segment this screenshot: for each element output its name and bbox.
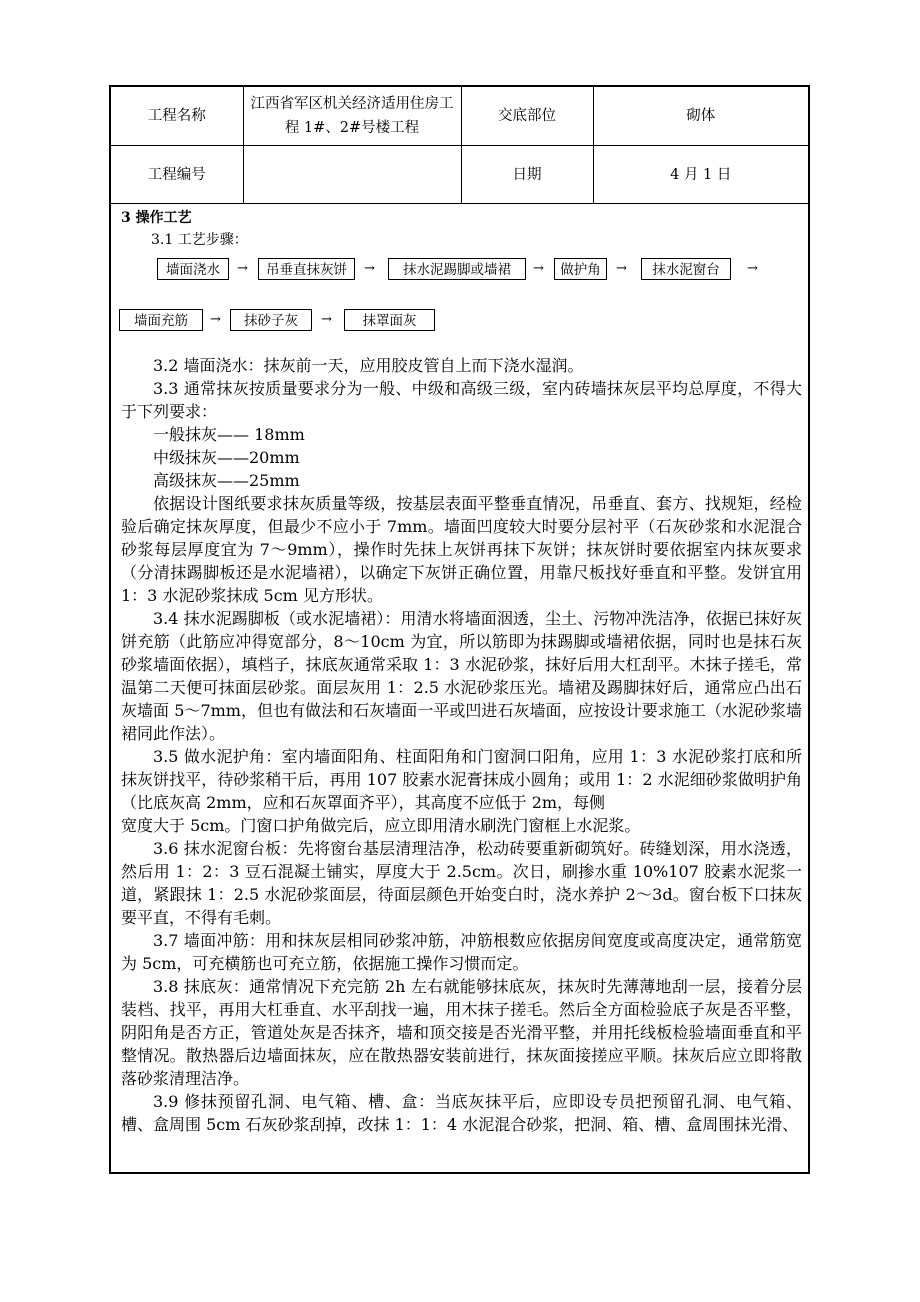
paragraph-3-4: 3.4 抹水泥踢脚板（或水泥墙裙）：用清水将墙面洇透，尘土、污物冲洗洁净，依据已抹好灰饼充筋（此筋应冲得宽部分，8～10cm 为宜，所以筋即为抹踢脚或墙裙依据，同时也是抹石灰砂浆墙面依据），填档子，抹底灰通常采取 1：3 水泥砂浆，抹好后用大杠刮平。木抹子搓毛，常温第二天便可抹面层砂浆。面层灰用 1：2.5 水泥砂浆压光。墙裙及踢脚抹好后，通常应凸出石灰墙面 5～7mm，但也有做法和石灰墙面一平或凹进石灰墙面，应按设计要求施工（水泥砂浆墙裙同此作法）。 [121,609,802,743]
flow-step-2: 吊垂直抹灰饼 [258,258,355,280]
project-no-value [243,146,461,204]
project-no-label: 工程编号 [111,146,243,204]
section-title: 3 操作工艺 [121,210,192,226]
process-content [121,353,802,1135]
project-name-value: 江西省军区机关经济适用住房工程 1#、2#号楼工程 [243,87,461,146]
flow-step-8: 抹罩面灰 [344,309,435,331]
flow-step-6: 墙面充筋 [119,309,203,331]
paragraph-3-5: 3.5 做水泥护角：室内墙面阳角、柱面阳角和门窗洞口阳角，应用 1：3 水泥砂浆打底和所抹灰饼找平，待砂浆稍干后，再用 107 胶素水泥膏抹成小圆角；或用 1：2 水泥细砂浆做明护角（比底灰高 2mm，应和石灰罩面齐平），其高度不应低于 2m，每侧 [121,747,802,812]
flow-step-7: 抹砂子灰 [230,309,312,331]
flow-arrow: → [210,312,221,327]
flow-arrow: → [237,261,248,276]
paragraph-3-8: 3.8 抹底灰：通常情况下充完筋 2h 左右就能够抹底灰，抹灰时先薄薄地刮一层，接着分层装档、找平，再用大杠垂直、水平刮找一遍，用木抹子搓毛。然后全方面检验底子灰是否平整，阴阳角是否方正，管道处灰是否抹齐，墙和顶交接是否光滑平整，并用托线板检验墙面垂直和平整情况。散热器后边墙面抹灰，应在散热器安装前进行，抹灰面接搓应平顺。抹灰后应立即将散落砂浆清理洁净。 [121,977,802,1088]
paragraph-3-2: 3.2 墙面浇水：抹灰前一天，应用胶皮管自上而下浇水湿润。 [153,356,584,375]
part-label: 交底部位 [461,87,593,146]
flow-step-3: 抹水泥踢脚或墙裙 [388,258,526,280]
paragraph-3-9: 3.9 修抹预留孔洞、电气箱、槽、盒：当底灰抹平后，应即设专员把预留孔洞、电气箱、槽、盒周围 5cm 石灰砂浆刮掉，改抹 1：1：4 水泥混合砂浆，把洞、箱、槽、盒周围抹光滑、 [121,1092,802,1134]
paragraph-3-3: 3.3 通常抹灰按质量要求分为一般、中级和高级三级，室内砖墙抹灰层平均总厚度，不得大于下列要求： [121,379,802,421]
thickness-general: 一般抹灰—— 18mm [153,425,305,444]
flow-arrow: → [321,312,332,327]
flow-arrow: → [616,261,627,276]
date-value: 4 月 1 日 [593,146,808,204]
thickness-medium: 中级抹灰——20mm [153,448,300,467]
date-label: 日期 [461,146,593,204]
thickness-high: 高级抹灰——25mm [153,471,300,490]
paragraph-3-3-detail: 依据设计图纸要求抹灰质量等级，按基层表面平整垂直情况，吊垂直、套方、找规矩，经检验后确定抹灰厚度，但最少不应小于 7mm。墙面凹度较大时要分层衬平（石灰砂浆和水泥混合砂浆每层厚度宜为 7～9mm），操作时先抹上灰饼再抹下灰饼；抹灰饼时要依据室内抹灰要求（分清抹踢脚板还是水泥墙裙），以确定下灰饼正确位置，用靠尺板找好垂直和平整。发饼宜用 1：3 水泥砂浆抹成 5cm 见方形状。 [121,494,802,605]
flow-step-4: 做护角 [554,258,607,280]
flow-arrow: → [364,261,375,276]
flow-arrow: → [533,261,544,276]
step-title: 3.1 工艺步骤： [151,232,248,248]
paragraph-3-7: 3.7 墙面冲筋：用和抹灰层相同砂浆冲筋，冲筋根数应依据房间宽度或高度决定，通常筋宽为 5cm，可充横筋也可充立筋，依据施工操作习惯而定。 [121,931,802,973]
flow-step-1: 墙面浇水 [157,258,229,280]
paragraph-3-6: 3.6 抹水泥窗台板：先将窗台基层清理洁净，松动砖要重新砌筑好。砖缝划深，用水浇透，然后用 1：2：3 豆石混凝土铺实，厚度大于 2.5cm。次日，刷掺水重 10%107 胶素水泥浆一道，紧跟抹 1：2.5 水泥砂浆面层，待面层颜色开始变白时，浇水养护 2～3d。窗台板下口抹灰要平直，不得有毛刺。 [121,839,802,927]
part-value: 砌体 [593,87,808,146]
project-name-label: 工程名称 [111,87,243,146]
flow-arrow: → [747,261,758,276]
paragraph-3-5-cont: 宽度大于 5cm。门窗口护角做完后，应立即用清水刷洗门窗框上水泥浆。 [121,816,641,835]
header-table [111,87,808,204]
flow-step-5: 抹水泥窗台 [641,258,731,280]
disclosure-form [109,85,810,1174]
